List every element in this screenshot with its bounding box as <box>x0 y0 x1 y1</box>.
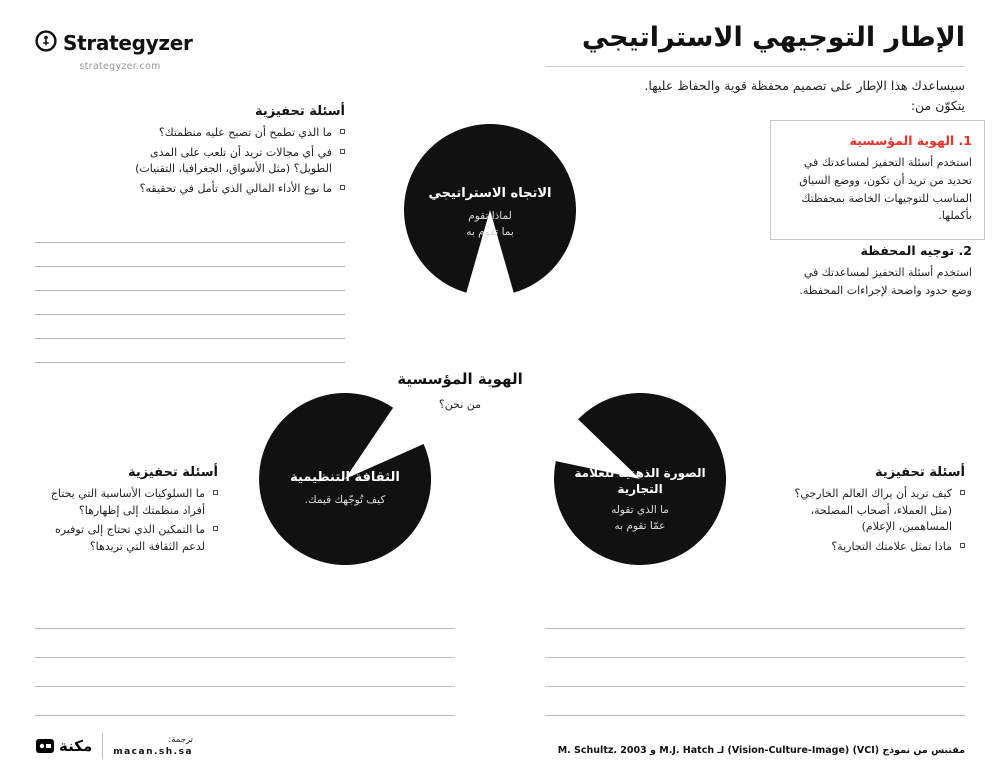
macan-logo <box>35 736 92 756</box>
strategic-direction-circle <box>402 122 578 298</box>
question-text: ما التمكين الذي تحتاج إلى توفيره لدعم الثقافة التي تريدها؟ <box>54 523 205 553</box>
organizational-culture-circle <box>259 393 431 565</box>
translation-site: macan.sh.sa <box>113 747 194 757</box>
writing-line <box>35 315 345 339</box>
writing-lines-image <box>545 600 965 716</box>
writing-line <box>35 339 345 363</box>
square-bullet-icon <box>960 543 965 548</box>
writing-line <box>545 658 965 687</box>
brand-name: Strategyzer <box>63 31 193 55</box>
circle-subtitle-line2: بما تقوم به <box>466 225 514 238</box>
questions-strategic-list <box>130 125 345 197</box>
writing-line <box>35 267 345 291</box>
page-subtitle-line1: سيساعدك هذا الإطار على تصميم محفظة قوية والحفاظ عليها. <box>644 78 965 93</box>
question-text: ماذا تمثل علامتك التجارية؟ <box>831 539 952 553</box>
questions-culture-block <box>33 465 218 558</box>
writing-line <box>35 629 455 658</box>
questions-image-block <box>785 465 965 558</box>
section-2-title: 2. توجيه المحفظة <box>860 243 972 258</box>
list-item <box>785 539 965 556</box>
macan-logo-icon <box>35 736 55 756</box>
circle-subtitle: كيف تُوجّهك قيمك. <box>304 493 386 506</box>
square-bullet-icon <box>213 490 218 495</box>
square-bullet-icon <box>340 129 345 134</box>
writing-lines-strategic <box>35 219 345 363</box>
questions-culture-list <box>33 486 218 555</box>
writing-line <box>35 219 345 243</box>
writing-line <box>35 600 455 629</box>
list-item <box>33 522 218 555</box>
writing-line <box>545 687 965 716</box>
page-title: الإطار التوجيهي الاستراتيجي <box>581 22 965 53</box>
writing-lines-culture <box>35 600 455 716</box>
list-item <box>130 145 345 178</box>
questions-strategic-block <box>130 104 345 200</box>
circle-subtitle-line1: لماذا تقوم <box>468 209 512 222</box>
info-panel-section-1 <box>770 120 985 240</box>
questions-image-heading: أسئلة تحفيزية <box>874 465 965 480</box>
square-bullet-icon <box>340 149 345 154</box>
question-text: كيف تريد أن يراك العالم الخارجي؟ (مثل العملاء، أصحاب المصلحة، المساهمين، الإعلام) <box>794 487 952 533</box>
writing-line <box>35 291 345 315</box>
square-bullet-icon <box>340 185 345 190</box>
list-item <box>130 181 345 198</box>
title-divider <box>545 66 965 67</box>
center-subtitle: من نحن؟ <box>438 398 482 411</box>
info-panel-section-2 <box>770 243 984 300</box>
questions-strategic-heading: أسئلة تحفيزية <box>254 104 345 119</box>
question-text: في أي مجالات تريد أن تلعب على المدى الطويل؟ (مثل الأسواق، الجغرافيا، التقنيات) <box>135 145 332 175</box>
circle-title: الثقافة التنظيمية <box>290 470 400 485</box>
page-subtitle <box>525 76 965 116</box>
question-text: ما السلوكيات الأساسية التي يحتاج أفراد منظمتك إلى إظهارها؟ <box>50 487 205 517</box>
strategic-direction-pie-shape <box>404 124 576 293</box>
writing-line <box>35 658 455 687</box>
writing-line <box>545 600 965 629</box>
strategyzer-logo-icon <box>35 30 57 56</box>
section-1-body: استخدم أسئلة التحفيز لمساعدتك في تحديد من تريد أن تكون، ووضع السياق المناسب للتوجيهات الخاصة بمحفظتك بأكملها. <box>799 156 972 223</box>
circle-title: الاتجاه الاستراتيجي <box>428 186 552 201</box>
translation-info <box>113 735 193 757</box>
writing-line <box>35 243 345 267</box>
list-item <box>33 486 218 519</box>
brand-url: strategyzer.com <box>79 61 161 72</box>
square-bullet-icon <box>960 490 965 495</box>
center-title: الهوية المؤسسية <box>397 370 523 388</box>
macan-logo-text: مكنة <box>59 737 93 755</box>
list-item <box>130 125 345 142</box>
attribution-text: مقتبس من نموذج (VCI) (Vision-Culture-Image) لـ M.J. Hatch و M. Schultz. 2003 <box>557 745 965 756</box>
circle-subtitle-line1: ما الذي تقوله <box>611 504 669 517</box>
list-item <box>785 486 965 536</box>
translation-label: ترجمة: <box>168 735 194 745</box>
questions-culture-heading: أسئلة تحفيزية <box>127 465 218 480</box>
square-bullet-icon <box>213 526 218 531</box>
questions-image-list <box>785 486 965 555</box>
culture-pie-shape <box>259 393 431 565</box>
section-1-title: 1. الهوية المؤسسية <box>849 133 972 148</box>
circle-subtitle-line2: عمّا تقوم به <box>614 519 666 532</box>
footer-divider <box>102 733 103 759</box>
page-subtitle-line2: يتكوّن من: <box>910 98 965 113</box>
circle-title: الصورة الذهنية للعلامة التجارية <box>574 466 706 496</box>
brand-image-circle <box>554 393 726 565</box>
brand-image-pie-shape <box>554 393 726 565</box>
writing-line <box>35 687 455 716</box>
question-text: ما نوع الأداء المالي الذي تأمل في تحقيقه؟ <box>139 181 332 195</box>
translator-credit <box>35 733 193 759</box>
strategyzer-brand <box>35 30 205 72</box>
section-2-body: استخدم أسئلة التحفيز لمساعدتك في وضع حدود واضحة لإجراءات المحفظة. <box>799 266 972 297</box>
writing-line <box>545 629 965 658</box>
question-text: ما الذي تطمح أن تصبح عليه منظمتك؟ <box>158 126 332 139</box>
